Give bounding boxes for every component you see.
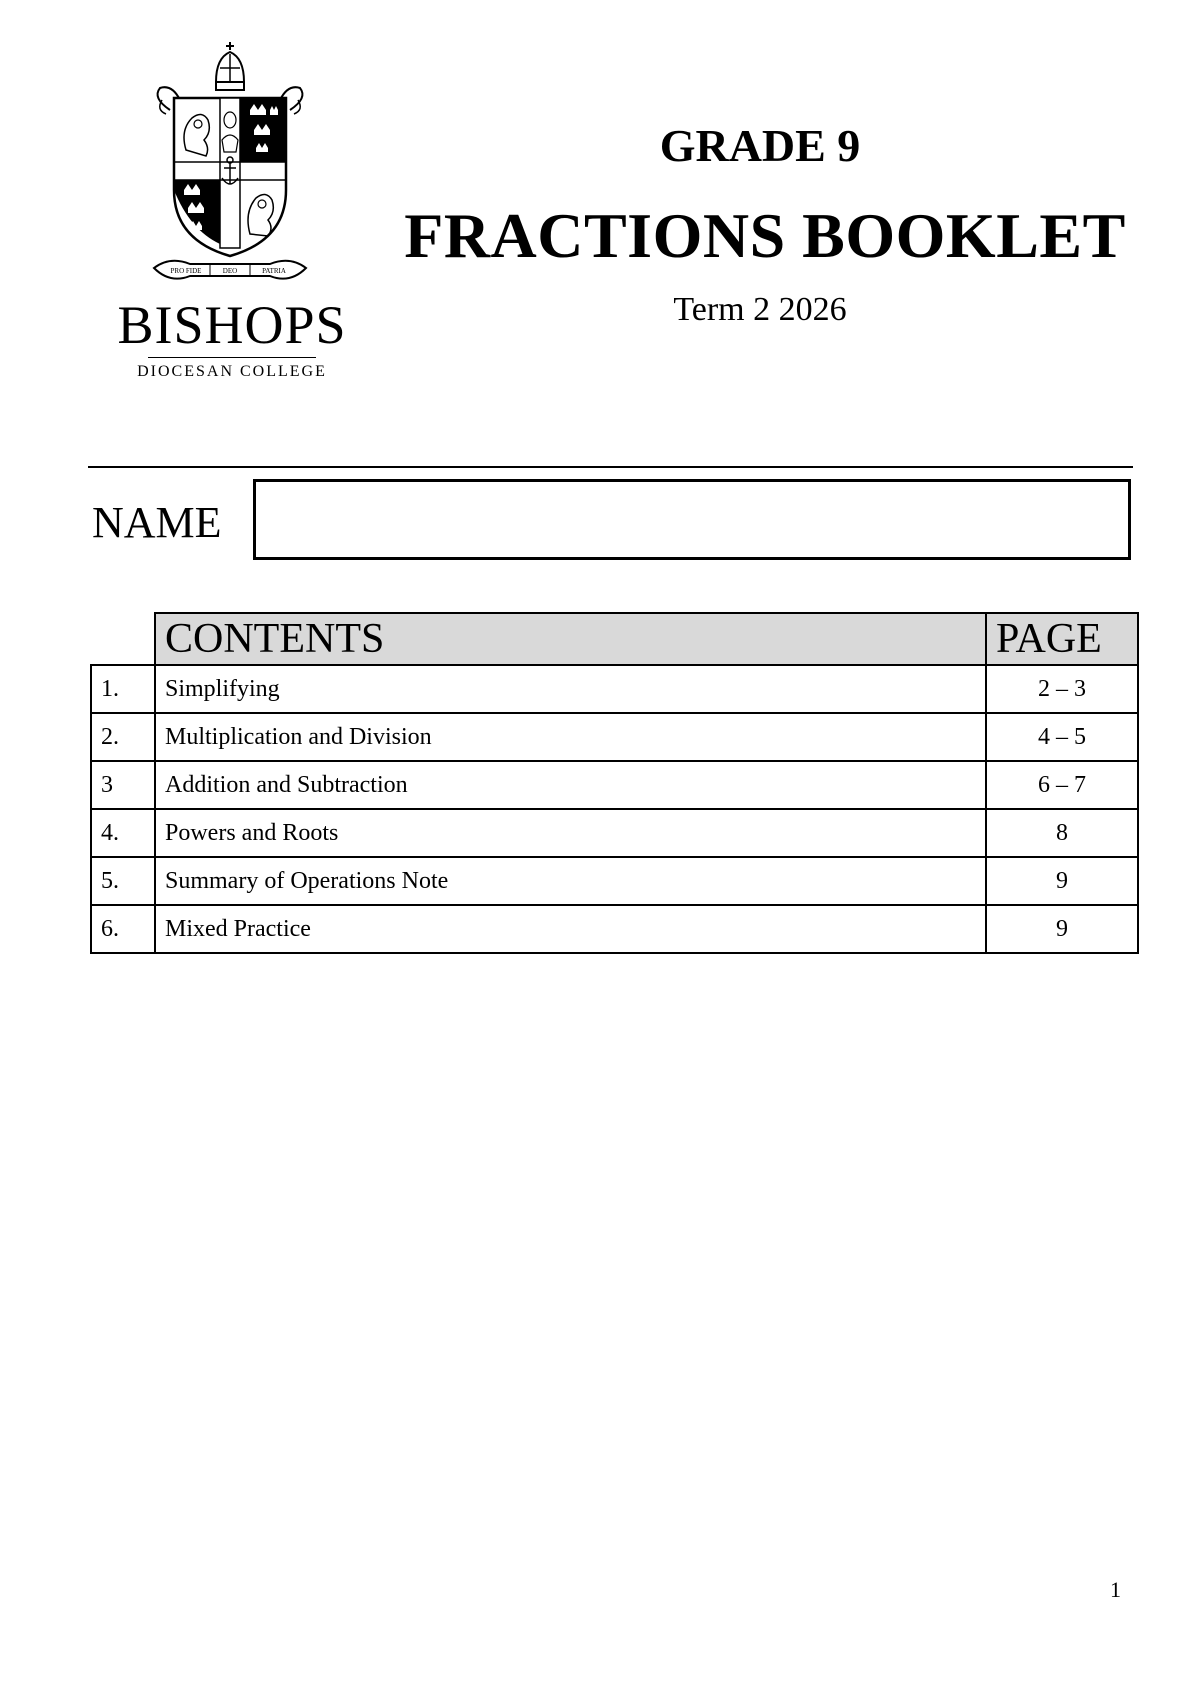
row-title: Addition and Subtraction (155, 761, 986, 809)
motto-text-1: PRO FIDE (170, 267, 202, 275)
row-number: 3 (91, 761, 155, 809)
contents-header-row (91, 613, 1138, 665)
row-number: 1. (91, 665, 155, 713)
horizontal-divider (88, 466, 1133, 468)
logo-divider (148, 357, 316, 358)
row-number: 5. (91, 857, 155, 905)
row-title: Powers and Roots (155, 809, 986, 857)
row-page: 6 – 7 (986, 761, 1138, 809)
row-page: 9 (986, 857, 1138, 905)
table-row (91, 713, 1138, 761)
contents-table (90, 612, 1139, 954)
row-number: 2. (91, 713, 155, 761)
table-row (91, 905, 1138, 953)
table-row (91, 761, 1138, 809)
page-number: 1 (1110, 1577, 1121, 1602)
name-label: NAME (92, 498, 222, 547)
row-title: Simplifying (155, 665, 986, 713)
header-blank-cell (91, 613, 155, 665)
table-row (91, 809, 1138, 857)
row-number: 6. (91, 905, 155, 953)
booklet-title: FRACTIONS BOOKLET (404, 200, 1126, 271)
school-crest-logo (150, 40, 310, 290)
name-input[interactable] (253, 479, 1131, 560)
motto-text-2: DEO (222, 267, 238, 275)
row-title: Summary of Operations Note (155, 857, 986, 905)
row-page: 4 – 5 (986, 713, 1138, 761)
contents-header: CONTENTS (155, 613, 986, 665)
table-row (91, 665, 1138, 713)
logo-subtitle: DIOCESAN COLLEGE (137, 363, 327, 380)
row-title: Multiplication and Division (155, 713, 986, 761)
page-header: PAGE (986, 613, 1138, 665)
row-title: Mixed Practice (155, 905, 986, 953)
row-number: 4. (91, 809, 155, 857)
row-page: 8 (986, 809, 1138, 857)
logo-wordmark: BISHOPS (117, 295, 347, 355)
row-page: 9 (986, 905, 1138, 953)
table-row (91, 857, 1138, 905)
term-label: Term 2 2026 (673, 291, 847, 328)
row-page: 2 – 3 (986, 665, 1138, 713)
motto-text-3: PATRIA (262, 267, 286, 275)
grade-heading: GRADE 9 (659, 120, 861, 171)
